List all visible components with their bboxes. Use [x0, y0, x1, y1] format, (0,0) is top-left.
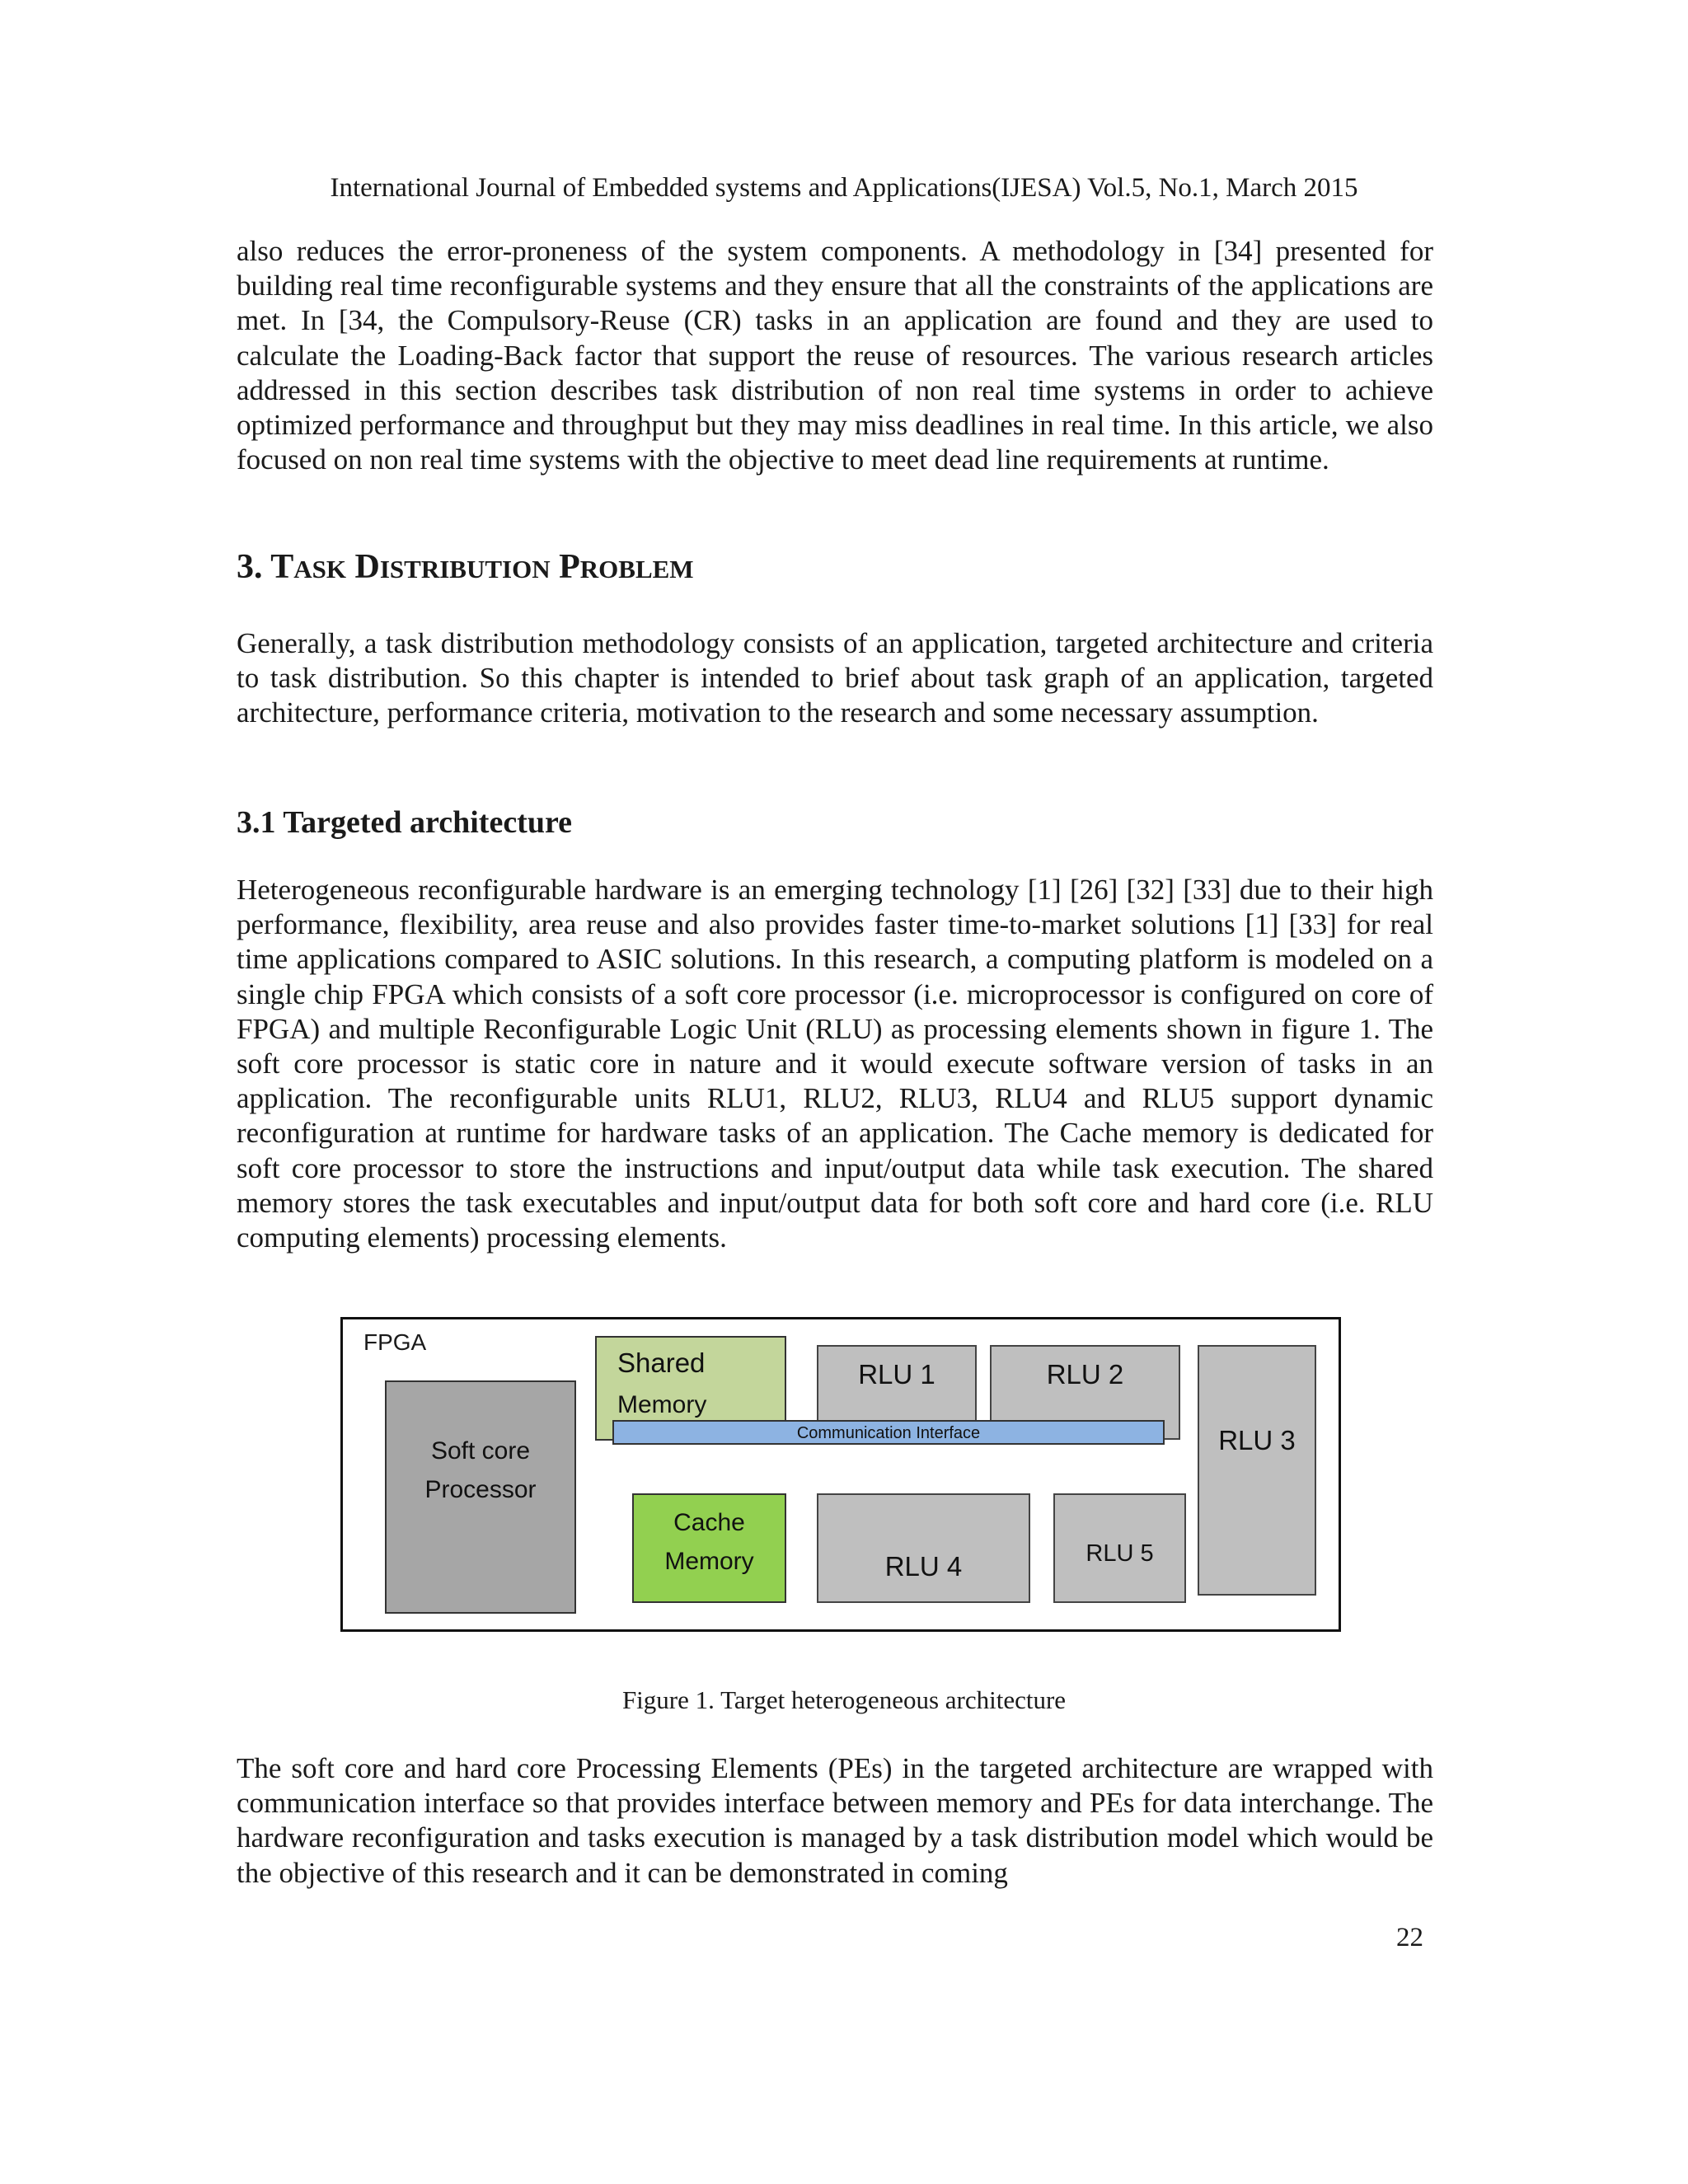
rlu1-label: RLU 1	[858, 1359, 935, 1390]
communication-interface-bar	[612, 1420, 1165, 1445]
paragraph-task-distribution: Generally, a task distribution methodology consists of an application, targeted architecture and criteria to task distribution. So this chapter is intended to brief about task graph of an application, targeted architecture, performance criteria, motivation to the research and some necessary assumption.	[237, 627, 1433, 729]
rlu2-label: RLU 2	[1046, 1359, 1124, 1390]
section-heading-3-1: 3.1 Targeted architecture	[237, 805, 573, 840]
shared-label: Shared	[617, 1347, 706, 1378]
rlu4-block	[817, 1493, 1030, 1603]
rlu5-label: RLU 5	[1085, 1540, 1154, 1567]
page-number: 22	[1396, 1923, 1423, 1952]
paragraph-intro: also reduces the error-proneness of the system components. A methodology in [34] presented for building real time reconfigurable systems and they ensure that all the constraints of the applications are met. In [34, the Compulsory-Reuse (CR) tasks in an application are found and they are used to calculate the Loading-Back factor that support the reuse of resources. The various research articles addressed in this section describes task distribution of non real time systems in order to achieve optimized performance and throughput but they may miss deadlines in real time. In this article, we also focused on non real time systems with the objective to meet dead line requirements at runtime.	[237, 235, 1433, 476]
cache-memory-block	[632, 1493, 786, 1603]
section-heading-3: 3. TASK DISTRIBUTION PROBLEM	[237, 548, 694, 586]
cache-label: Cache	[673, 1509, 745, 1536]
paragraph-processing-elements: The soft core and hard core Processing Elements (PEs) in the targeted architecture are wrapped with communication interface so that provides interface between memory and PEs for data interchange. The hardware reconfiguration and tasks execution is managed by a task distribution model which would be the objective of this research and it can be demonstrated in coming	[237, 1752, 1433, 1889]
soft-core-label: Soft core	[430, 1437, 531, 1465]
shared-memory-label: Memory	[617, 1391, 707, 1418]
soft-core-processor-block	[385, 1380, 576, 1614]
figure-caption: Figure 1. Target heterogeneous architecture	[621, 1685, 1067, 1714]
rlu3-label: RLU 3	[1218, 1425, 1296, 1455]
rlu5-block	[1053, 1493, 1186, 1603]
processor-label: Processor	[424, 1476, 537, 1503]
rlu4-label: RLU 4	[884, 1551, 963, 1582]
figure-architecture	[340, 1317, 1341, 1632]
cache-memory-label: Memory	[664, 1548, 754, 1575]
journal-header: International Journal of Embedded systems and Applications(IJESA) Vol.5, No.1, March 2015	[330, 173, 1358, 203]
fpga-label: FPGA	[363, 1329, 427, 1355]
rlu3-block	[1198, 1345, 1316, 1596]
comm-label: Communication Interface	[796, 1424, 981, 1442]
paragraph-architecture: Heterogeneous reconfigurable hardware is an emerging technology [1] [26] [32] [33] due to their high performance, flexibility, area reuse and also provides faster time-to-market solutions [1] [33] for real time applications compared to ASIC solutions. In this research, a computing platform is modeled on a single chip FPGA which consists of a soft core processor (i.e. microprocessor is configured on core of FPGA) and multiple Reconfigurable Logic Unit (RLU) as processing elements shown in figure 1. The soft core processor is static core in nature and it would execute software version of tasks in an application. The reconfigurable units RLU1, RLU2, RLU3, RLU4 and RLU5 support dynamic reconfiguration at runtime for hardware tasks of an application. The Cache memory is dedicated for soft core processor to store the instructions and input/output data while task execution. The shared memory stores the task executables and input/output data for both soft core and hard core (i.e. RLU computing elements) processing elements.	[237, 874, 1433, 1254]
